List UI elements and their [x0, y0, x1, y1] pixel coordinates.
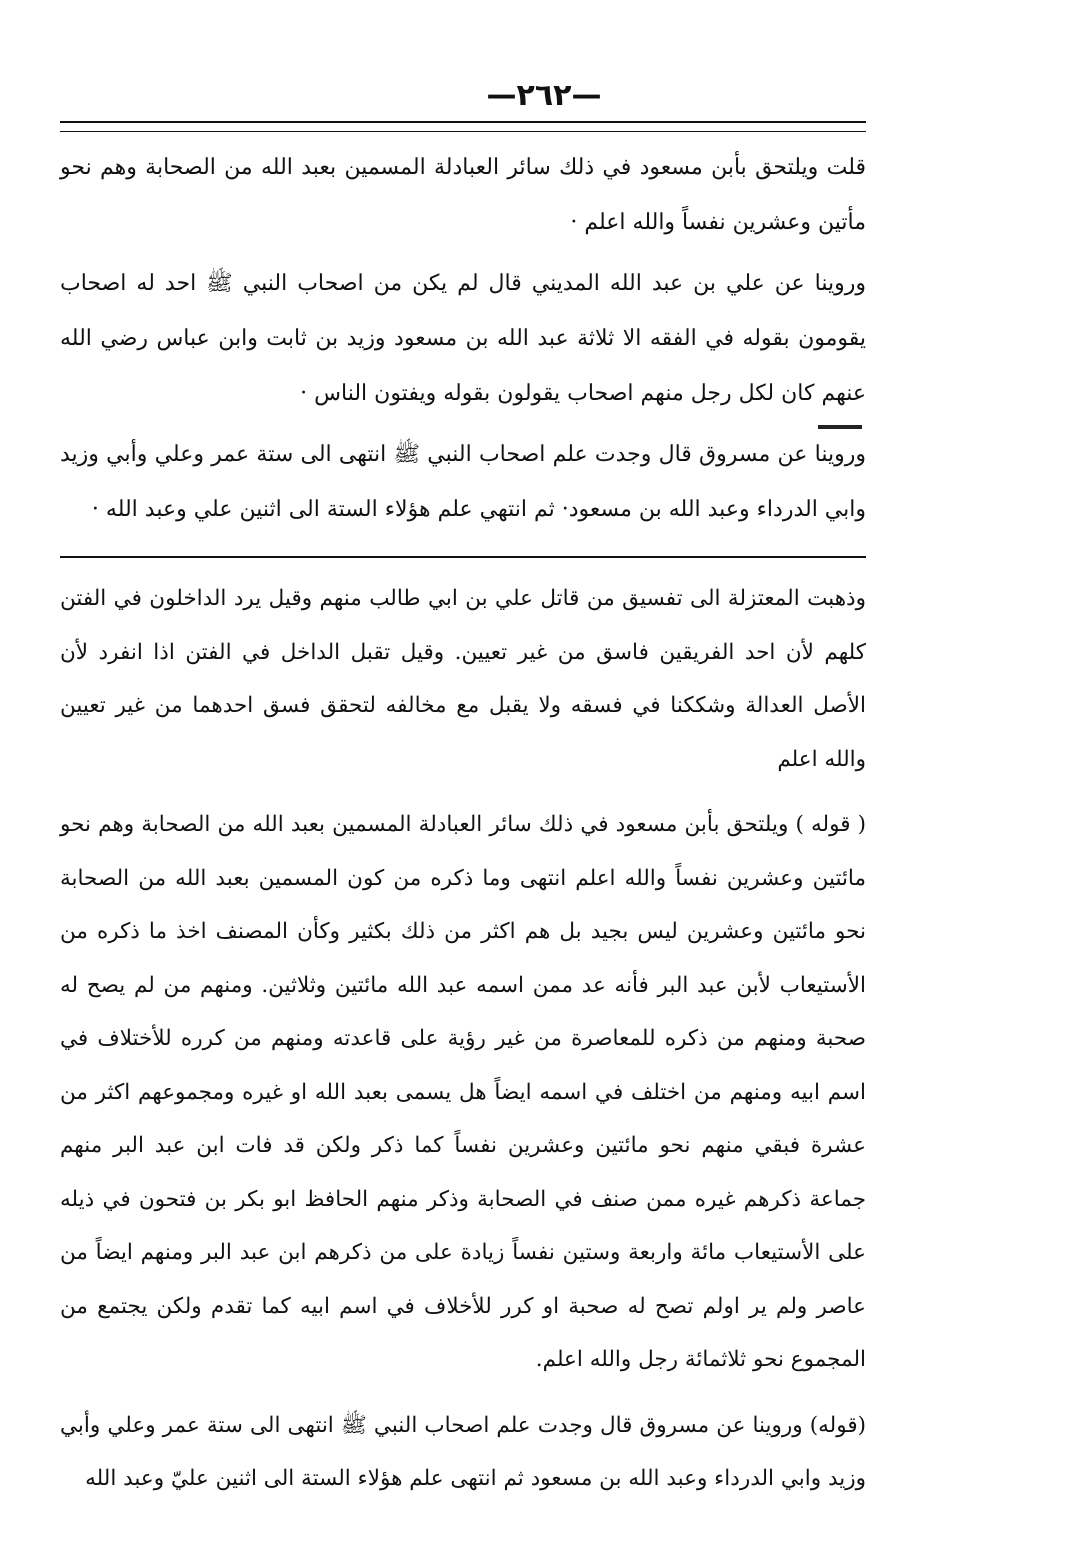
main-text-block: [60, 140, 866, 537]
main-paragraph: وروينا عن علي بن عبد الله المديني قال لم يكن من اصحاب النبي ﷺ احد له اصحاب يقومون بقوله في الفقه الا ثلاثة عبد الله بن مسعود وزيد بن ثابت وابن عباس رضي الله عنهم كان لكل رجل منهم اصحاب يقولون بقوله ويفتون الناس ·: [60, 271, 866, 406]
main-paragraph: قلت ويلتحق بأبن مسعود في ذلك سائر العبادلة المسمين بعبد الله من الصحابة وهم نحو مأتين وعشرين نفساً والله اعلم ·: [60, 155, 866, 235]
header-double-rule: [60, 121, 866, 132]
main-paragraph: وروينا عن مسروق قال وجدت علم اصحاب النبي ﷺ انتهى الى ستة عمر وعلي وأبي وزيد وابي الدرداء وعبد الله بن مسعود· ثم انتهي علم هؤلاء الستة الى اثنين علي وعبد الله ·: [60, 442, 866, 522]
ornament-mark: [818, 425, 862, 429]
section-divider-rule: [60, 556, 866, 558]
commentary-paragraph: ( قوله ) ويلتحق بأبن مسعود في ذلك سائر العبادلة المسمين بعبد الله من الصحابة وهم نحو مائتين وعشرين نفساً والله اعلم انتهى وما ذكره من كون المسمين بعبد الله من الصحابة نحو مائتين وعشرين ليس بجيد بل هم اكثر من ذلك بكثير وكأن المصنف اخذ ما ذكره من الأستيعاب لأبن عبد البر فأنه عد ممن اسمه عبد الله مائتين وثلاثين. ومنهم من لم يصح له صحبة ومنهم من ذكره للمعاصرة من غير رؤية على قاعدته ومنهم من كرره للأختلاف في اسم ابيه ومنهم من اختلف في اسمه ايضاً هل يسمى بعبد الله او غيره ومجموعهم اكثر من عشرة فبقي منهم نحو مائتين وعشرين نفساً كما ذكر ولكن قد فات ابن عبد البر منهم جماعة ذكرهم غيره ممن صنف في الصحابة وذكر منهم الحافظ ابو بكر بن فتحون في ذيله على الأستيعاب مائة واربعة وستين نفساً زيادة على من ذكرهم ابن عبد البر ومنهم ايضاً من عاصر ولم ير اولم تصح له صحبة او كرر للأخلاف في اسم ابيه كما تقدم ولكن يجتمع من المجموع نحو ثلاثمائة رجل والله اعلم.: [60, 812, 866, 1372]
commentary-block: [60, 572, 866, 1506]
commentary-paragraph: وذهبت المعتزلة الى تفسيق من قاتل علي بن ابي طالب منهم وقيل يرد الداخلون في الفتن كلهم لأن احد الفريقين فاسق من غير تعيين. وقيل تقبل الداخل في الفتن اذا انفرد لأن الأصل العدالة وشككنا في فسقه ولا يقبل مع مخالفه لتحقق فسق احدهما من غير تعيين والله اعلم: [60, 586, 866, 772]
commentary-paragraph: (قوله) وروينا عن مسروق قال وجدت علم اصحاب النبي ﷺ انتهى الى ستة عمر وعلي وأبي وزيد وابي الدرداء وعبد الله بن مسعود ثم انتهى علم هؤلاء الستة الى اثنين عليّ وعبد الله: [60, 1412, 866, 1491]
page-number: —٢٦٢—: [486, 78, 602, 113]
